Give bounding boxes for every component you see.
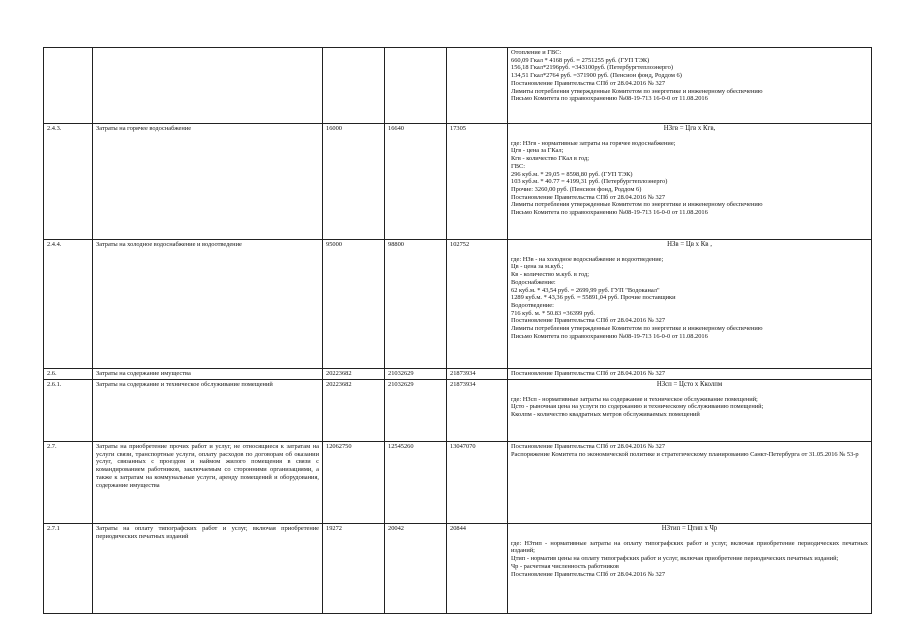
description-line: Кколпм - количество квадратных метров обслуживаемых помещений [511, 411, 700, 419]
value-year-2 [385, 48, 447, 124]
table-row [44, 369, 872, 380]
description-line: Чр - расчетная численность работников [511, 562, 619, 570]
row-description [508, 124, 872, 240]
value-year-3: 17305 [447, 124, 508, 240]
value-year-3: 21873934 [447, 380, 508, 442]
description-line: Кв - количество м.куб. в год; [511, 271, 590, 279]
value-year-1 [323, 48, 385, 124]
description-line: 134,51 Гкал*2764 руб. =371900 руб. (Пенсион фонд, Роддом 6) [511, 72, 682, 80]
value-year-2: 21032629 [385, 369, 447, 380]
row-name: Затраты на горячее водоснабжение [93, 124, 323, 240]
description-line: Письмо Комитета по здравоохранению №08-19-713 16-0-0 от 11.08.2016 [511, 332, 708, 340]
row-number: 2.4.4. [44, 240, 93, 369]
row-name: Затраты на содержание и техническое обслуживание помещений [93, 380, 323, 442]
table-row [44, 124, 872, 240]
value-year-2: 98800 [385, 240, 447, 369]
description-line: 62 куб.м. * 43,54 руб. = 2699,99 руб. ГУП "Водоканал" [511, 286, 660, 294]
description-line: 716 куб. м. * 50.83 =36399 руб. [511, 309, 596, 317]
description-line: Постановление Правительства СПб от 28.04.2016 № 327 [511, 443, 666, 450]
description-line: 296 куб.м. * 29,05 = 8598,80 руб. (ГУП ТЭК) [511, 170, 633, 178]
description-line: Цсто - рыночная цена на услуги по содержанию и техническому обслуживанию помещений; [511, 403, 764, 411]
description-line: Постановление Правительства СПб от 28.04.2016 № 327 [511, 317, 666, 325]
description-line: Цгв - цена за ГКал; [511, 147, 564, 155]
description-line: где: НЗв - на холодное водоснабжение и водоотведение; [511, 255, 664, 263]
row-number: 2.6. [44, 369, 93, 380]
row-description [508, 369, 872, 380]
description-line: Лимиты потребления утвержденные Комитетом по энергетике и инженерному обеспечению [511, 325, 763, 333]
description-line: 1289 куб.м. * 43,36 руб. = 55891,04 руб. Прочие поставщики [511, 294, 676, 302]
table-row [44, 524, 872, 614]
description-line: Постановление Правительства СПб от 28.04.2016 № 327 [511, 79, 666, 87]
formula: НЗв = Цв х Кв , [667, 241, 712, 248]
value-year-3: 20844 [447, 524, 508, 614]
table-row [44, 240, 872, 369]
row-description [508, 48, 872, 124]
value-year-2: 20042 [385, 524, 447, 614]
row-number: 2.4.3. [44, 124, 93, 240]
formula: НЗгв = Цгв х Кгв, [663, 125, 716, 132]
value-year-1: 20223682 [323, 380, 385, 442]
value-year-2: 16640 [385, 124, 447, 240]
description-line: Цтип - норматив цены на оплату типографских работ и услуг, включая приобретение периодических печатных изданий; [511, 555, 839, 563]
value-year-2: 21032629 [385, 380, 447, 442]
row-number: 2.7.1 [44, 524, 93, 614]
description-line: Лимиты потребления утвержденные Комитетом по энергетике и инженерному обеспечению [511, 87, 763, 95]
row-description [508, 524, 872, 614]
description-line: Водоотведение: [511, 301, 554, 309]
description-line: Кгв - количество ГКал в год; [511, 155, 589, 163]
row-number: 2.6.1. [44, 380, 93, 442]
value-year-1: 12062750 [323, 442, 385, 524]
value-year-3: 13047070 [447, 442, 508, 524]
description-line: Прочие: 3260,00 руб. (Пенсион фонд, Роддом 6) [511, 185, 642, 193]
table-row [44, 442, 872, 524]
value-year-1: 19272 [323, 524, 385, 614]
value-year-1: 16000 [323, 124, 385, 240]
row-description [508, 442, 872, 524]
budget-table [43, 47, 872, 614]
description-line: где: НЗтип - нормативные затраты на оплату типографских работ и услуг, включая приобретение периодических печатных изданий; [511, 539, 868, 555]
row-name: Затраты на содержание имущества [93, 369, 323, 380]
row-name: Затраты на оплату типографских работ и услуг, включая приобретение периодических печатных изданий [93, 524, 323, 614]
description-line: Отопление и ГВС: [511, 49, 562, 56]
row-number: 2.7. [44, 442, 93, 524]
value-year-3 [447, 48, 508, 124]
formula: НЗтип = Цтип х Чр [661, 525, 718, 532]
row-name: Затраты на приобретение прочих работ и услуг, не относящиеся к затратам на услуги связи, транспортные услуги, оплату расходов по договорам об оказании услуг, связанных с проездом и наймом жилого помещения в связи с командированием работников, заключаемым со сторонними организациями, а также к затратам на коммунальные услуги, аренду помещений и оборудования, содержание имущества [93, 442, 323, 524]
table-row [44, 380, 872, 442]
description-line: Письмо Комитета по здравоохранению №08-19-713 16-0-0 от 11.08.2016 [511, 209, 708, 217]
description-line: 103 куб.м. * 40.77 = 4199,31 руб. (Петербургтеплоэнерго) [511, 178, 668, 186]
description-line: ГВС: [511, 162, 525, 170]
value-year-1: 20223682 [323, 369, 385, 380]
description-line: 660,09 Гкал * 4168 руб. = 2751255 руб. (ГУП ТЭК) [511, 56, 650, 64]
value-year-3: 102752 [447, 240, 508, 369]
description-line: Постановление Правительства СПб от 28.04.2016 № 327 [511, 570, 666, 578]
row-number [44, 48, 93, 124]
description-line: где: НЗгв - нормативные затраты на горячее водоснабжение; [511, 139, 676, 147]
description-line: Цв - цена за м.куб.; [511, 263, 564, 271]
value-year-2: 12545260 [385, 442, 447, 524]
value-year-3: 21873934 [447, 369, 508, 380]
value-year-1: 95000 [323, 240, 385, 369]
description-line: 156,18 Гкал*2196руб. =343100руб. (Петербургтеплоэнерго) [511, 64, 673, 72]
row-name [93, 48, 323, 124]
description-line: Постановление Правительства СПб от 28.04.2016 № 327 [511, 370, 666, 377]
description-line: Распоряжение Комитета по экономической политике и стратегическому планированию Санкт-Петербурга от 31.05.2016 № 53-р [511, 450, 859, 458]
description-line: Лимиты потребления утвержденные Комитетом по энергетике и инженерному обеспечению [511, 201, 763, 209]
description-line: Водоснабжение: [511, 278, 556, 286]
row-description [508, 380, 872, 442]
description-line: Постановление Правительства СПб от 28.04.2016 № 327 [511, 193, 666, 201]
row-name: Затраты на холодное водоснабжение и водоотведение [93, 240, 323, 369]
formula: НЗсп = Цсто х Кколпм [656, 381, 723, 388]
description-line: Письмо Комитета по здравоохранению №08-19-713 16-0-0 от 11.08.2016 [511, 95, 708, 103]
row-description [508, 240, 872, 369]
table-row [44, 48, 872, 124]
description-line: где: НЗсп - нормативные затраты на содержание и техническое обслуживание помещений; [511, 395, 758, 403]
